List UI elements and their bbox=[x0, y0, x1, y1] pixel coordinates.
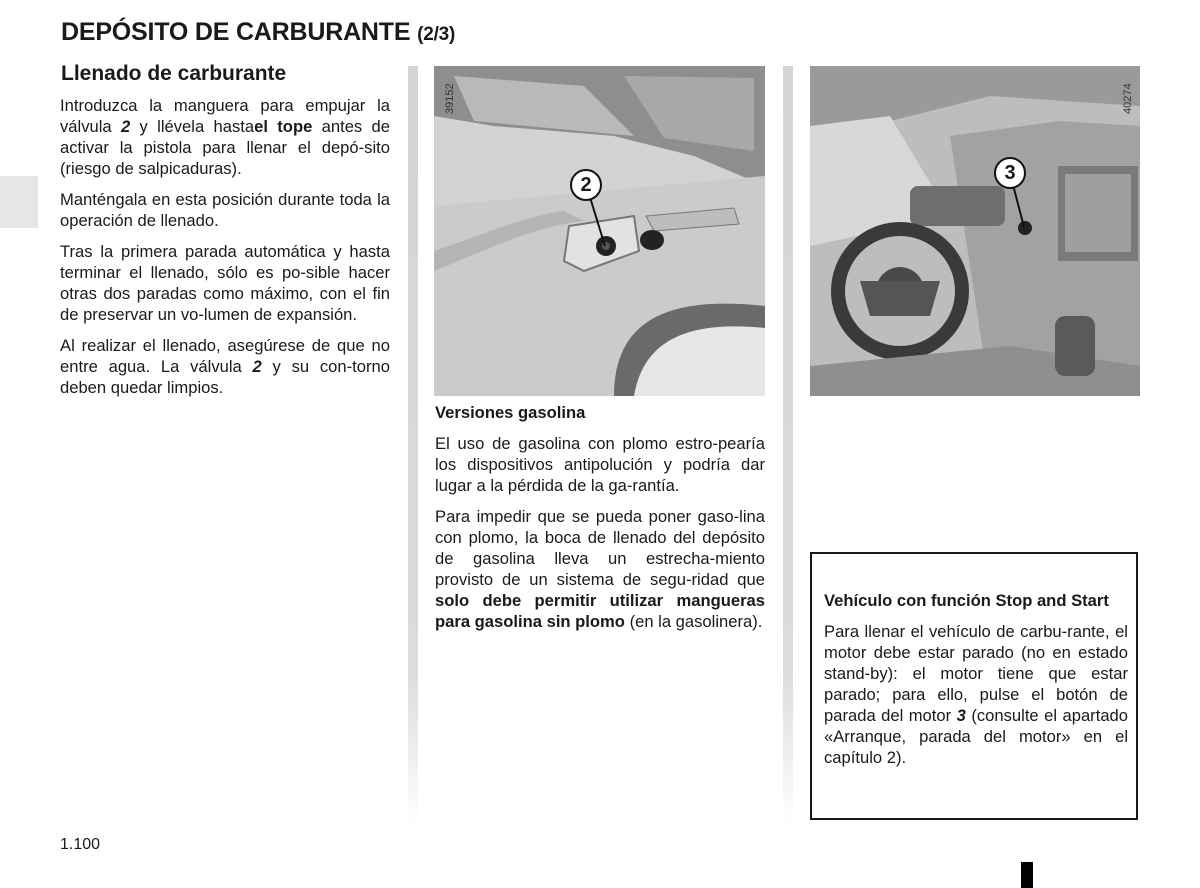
paragraph: El uso de gasolina con plomo estro-pearía los dispositivos antipolución y podría dar lugar a la pérdida de la ga-rantía. bbox=[435, 434, 765, 495]
section-title: Llenado de carburante bbox=[61, 62, 287, 85]
car-side-drawing bbox=[434, 66, 765, 396]
dashboard-illustration bbox=[810, 66, 1140, 396]
middle-column-text bbox=[435, 402, 765, 642]
column-separator-right bbox=[783, 66, 793, 826]
stop-start-note-box bbox=[810, 552, 1138, 820]
page-title bbox=[61, 18, 455, 47]
note-heading: Vehículo con función Stop and Start bbox=[824, 591, 1109, 610]
edge-tab-marker bbox=[1021, 862, 1033, 888]
paragraph: Introduzca la manguera para empujar la válvula 2 y llévela hastael tope antes de activar la pistola para llenar el depó-sito (riesgo de salpicaduras). bbox=[60, 96, 391, 178]
subheading: Versiones gasolina bbox=[435, 403, 586, 422]
figure-code: 40274 bbox=[1122, 83, 1134, 114]
callout-2: 2 bbox=[570, 169, 602, 201]
title-main: DEPÓSITO DE CARBURANTE bbox=[61, 18, 411, 46]
page-number: 1.100 bbox=[60, 836, 101, 853]
note-content bbox=[824, 590, 1128, 778]
title-part: (2/3) bbox=[417, 24, 456, 45]
chapter-tab bbox=[0, 176, 38, 228]
column-separator-left bbox=[408, 66, 418, 826]
callout-3: 3 bbox=[994, 157, 1026, 189]
paragraph: Manténgala en esta posición durante toda la operación de llenado. bbox=[60, 190, 390, 230]
paragraph: Al realizar el llenado, asegúrese de que no entre agua. La válvula 2 y su con-torno deben quedar limpios. bbox=[60, 336, 390, 397]
paragraph: Para llenar el vehículo de carbu-rante, el motor debe estar parado (no en estado stand-by): el motor tiene que estar parado; para ello, pulse el botón de parada del motor 3 (consulte el apartado «Arranque, parada del motor» en el capítulo 2). bbox=[824, 622, 1128, 767]
paragraph: Tras la primera parada automática y hasta terminar el llenado, sólo es po-sible hacer otras dos paradas como máximo, con el fin de preservar un vo-lumen de expansión. bbox=[60, 242, 390, 324]
fuel-filler-illustration bbox=[434, 66, 765, 396]
paragraph: Para impedir que se pueda poner gaso-lina con plomo, la boca de llenado del depósito de gasolina lleva un estrecha-miento provisto de un sistema de segu-ridad que solo debe permitir utilizar mangueras para gasolina sin plomo (en la gasolinera). bbox=[435, 507, 765, 631]
left-column-text bbox=[60, 95, 390, 408]
figure-code: 39152 bbox=[444, 83, 456, 114]
dashboard-drawing bbox=[810, 66, 1140, 396]
